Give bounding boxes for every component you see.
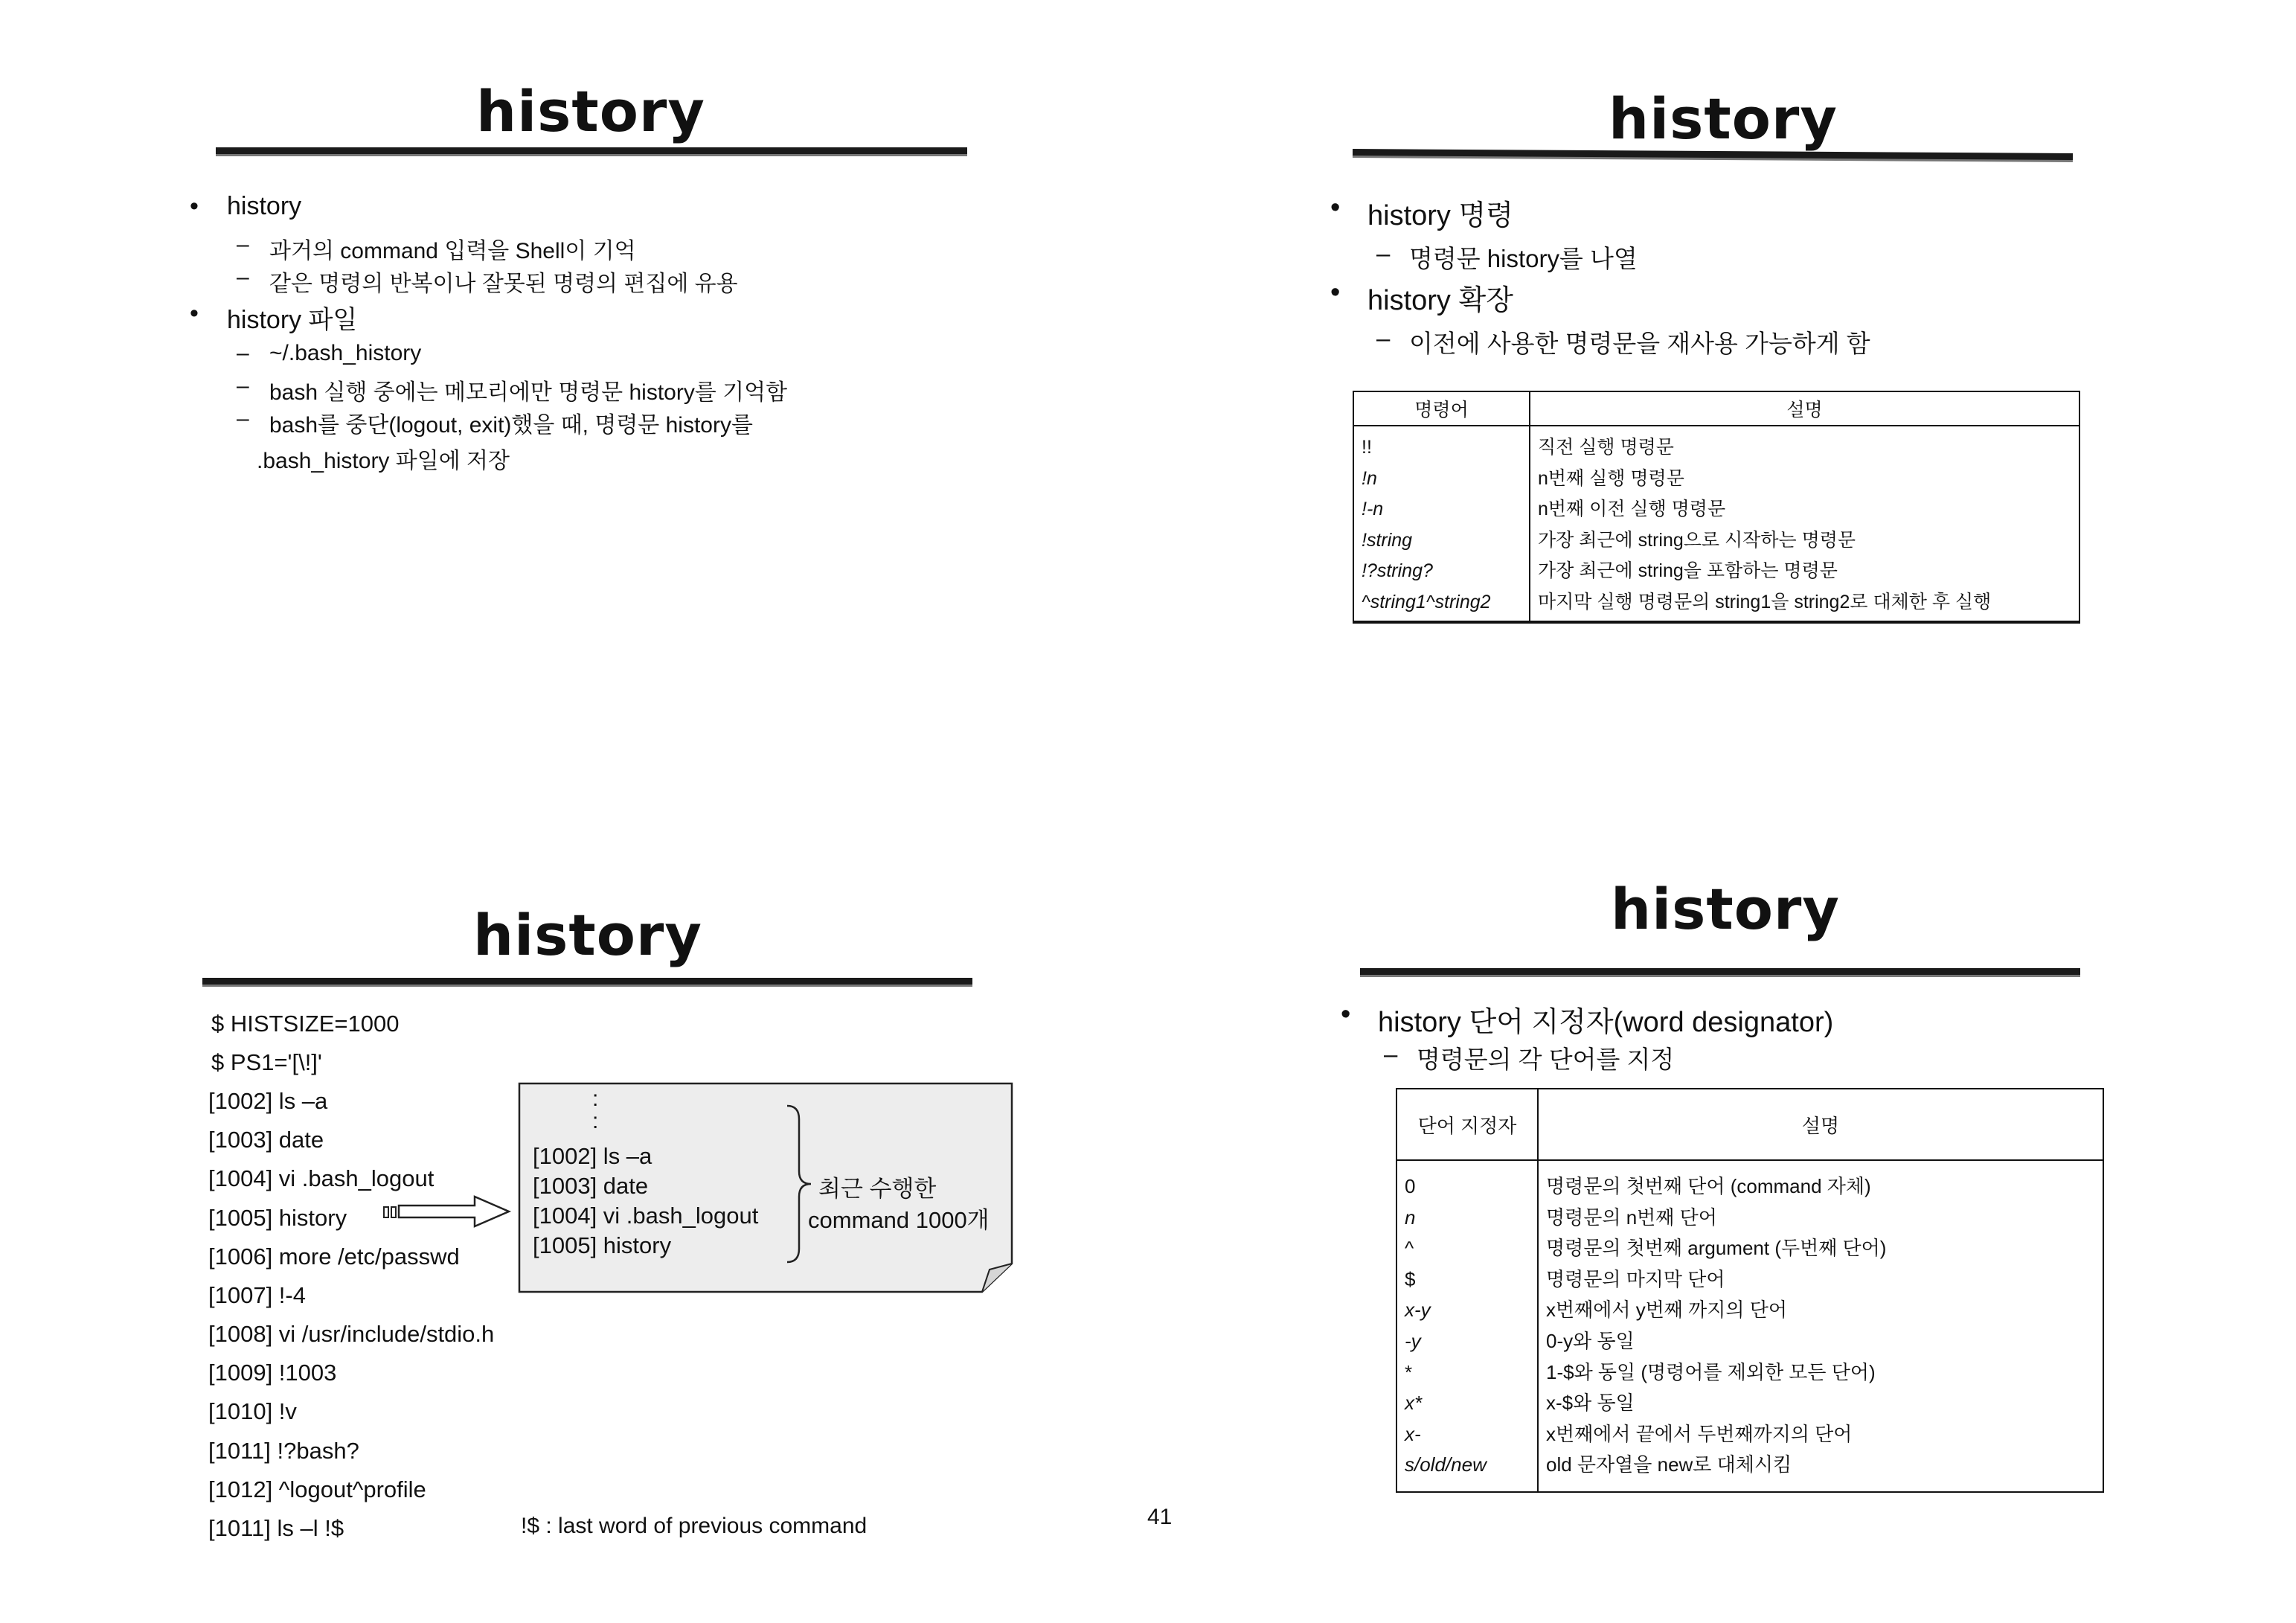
slide1-bullet-2 bbox=[190, 299, 358, 336]
sub-text: bash 실행 중에는 메모리에만 명령문 history를 기억함 bbox=[269, 380, 788, 405]
bullet-text: history 확장 bbox=[1367, 285, 1513, 316]
slide1-sub-1-2 bbox=[237, 265, 738, 298]
sub-text: 이전에 사용한 명령문을 재사용 가능하게 함 bbox=[1409, 330, 1870, 357]
callout-dot: : bbox=[592, 1086, 599, 1111]
desc-cell: 마지막 실행 명령문의 string1을 string2로 대체한 후 실행 bbox=[1538, 591, 1992, 612]
table-row bbox=[1353, 426, 2079, 621]
slide1-sub-2-3 bbox=[237, 406, 753, 439]
desc-cell: old 문자열을 new로 대체시킴 bbox=[1546, 1453, 1792, 1476]
bullet-text: history 파일 bbox=[227, 306, 358, 334]
dash: – bbox=[237, 265, 249, 289]
desc-cell: 0-y와 동일 bbox=[1546, 1329, 1635, 1352]
slide1-title-rule bbox=[216, 147, 967, 154]
cmd-line: [1005] history bbox=[208, 1205, 347, 1231]
desc-cell: 명령문의 첫번째 argument (두번째 단어) bbox=[1546, 1237, 1887, 1260]
desc-cell: 직전 실행 명령문 bbox=[1538, 437, 1674, 458]
cmd-line: [1010] !v bbox=[208, 1398, 297, 1424]
sub-text: 명령문의 각 단어를 지정 bbox=[1417, 1046, 1675, 1073]
designator-cell: 0 bbox=[1405, 1175, 1416, 1197]
command-cell: !! bbox=[1362, 437, 1372, 458]
sub-text: bash를 중단(logout, exit)했을 때, 명령문 history를 bbox=[269, 413, 753, 438]
sub-text: ~/.bash_history bbox=[269, 341, 422, 365]
dash: – bbox=[237, 341, 249, 365]
cmd-line: [1011] ls –l !$ bbox=[208, 1515, 344, 1541]
bullet-dot: • bbox=[190, 192, 199, 220]
designator-cell: -y bbox=[1405, 1329, 1421, 1352]
cmd-line: [1002] ls –a bbox=[208, 1088, 328, 1114]
designator-cell: s/old/new bbox=[1405, 1453, 1487, 1476]
slide2-sub-1 bbox=[1376, 240, 1638, 275]
command-cell: !string bbox=[1362, 529, 1413, 551]
desc-cell: 가장 최근에 string으로 시작하는 명령문 bbox=[1538, 529, 1856, 551]
cmd-line: [1003] date bbox=[208, 1127, 324, 1153]
slide4-title: history bbox=[1611, 876, 1840, 942]
table-row bbox=[1396, 1160, 2103, 1492]
callout-note: 최근 수행한 bbox=[818, 1176, 937, 1202]
callout-note: command 1000개 bbox=[808, 1207, 990, 1233]
designator-cell: x- bbox=[1405, 1422, 1421, 1445]
table-header-cell: 설명 bbox=[1530, 391, 2079, 426]
callout-line: [1005] history bbox=[533, 1232, 672, 1258]
bullet-text: history 명령 bbox=[1367, 200, 1513, 231]
slide4-designator-table bbox=[1396, 1088, 2104, 1493]
slide2-title: history bbox=[1609, 86, 1838, 152]
slide3-title: history bbox=[473, 902, 702, 968]
desc-cell: x번째에서 끝에서 두번째까지의 단어 bbox=[1546, 1422, 1853, 1445]
arrow-right-icon bbox=[381, 1194, 515, 1229]
slide2-sub-2 bbox=[1376, 324, 1870, 359]
slide2-title-rule bbox=[1353, 149, 2073, 160]
desc-cell: 가장 최근에 string을 포함하는 명령문 bbox=[1538, 560, 1838, 581]
table-cell bbox=[1538, 1160, 2103, 1492]
designator-cell: $ bbox=[1405, 1267, 1416, 1290]
slide1-title: history bbox=[476, 78, 705, 144]
table-header-cell: 명령어 bbox=[1353, 391, 1530, 426]
table-cell bbox=[1530, 426, 2079, 621]
command-cell: ^string1^string2 bbox=[1362, 591, 1491, 612]
dash: – bbox=[1384, 1040, 1398, 1068]
desc-cell: 1-$와 동일 (명령어를 제외한 모든 단어) bbox=[1546, 1360, 1876, 1383]
command-cell: !-n bbox=[1362, 499, 1384, 519]
cmd-line: $ PS1='[\!]' bbox=[211, 1049, 322, 1075]
callout-line: [1003] date bbox=[533, 1173, 649, 1199]
desc-cell: x-$와 동일 bbox=[1546, 1392, 1635, 1415]
designator-cell: ^ bbox=[1405, 1237, 1414, 1260]
bullet-text: history 단어 지정자(word designator) bbox=[1378, 1007, 1834, 1038]
slide3-title-rule bbox=[202, 978, 972, 985]
dash: – bbox=[1376, 324, 1391, 352]
cmd-line: [1008] vi /usr/include/stdio.h bbox=[208, 1321, 495, 1347]
slide4-sub-1 bbox=[1384, 1040, 1675, 1075]
callout-line: [1002] ls –a bbox=[533, 1143, 652, 1169]
slide4-title-rule bbox=[1360, 968, 2080, 975]
slide2-bullet-2 bbox=[1330, 277, 1513, 318]
sub-text: 과거의 command 입력을 Shell이 기억 bbox=[269, 239, 636, 263]
slide1-sub-2-1 bbox=[237, 341, 422, 366]
table-header-row bbox=[1396, 1089, 2103, 1160]
desc-cell: 명령문의 마지막 단어 bbox=[1546, 1267, 1725, 1290]
designator-cell: x* bbox=[1405, 1392, 1423, 1415]
table-header-row bbox=[1353, 391, 2079, 426]
command-cell: !n bbox=[1362, 467, 1377, 489]
cmd-line: $ HISTSIZE=1000 bbox=[211, 1011, 400, 1037]
bullet-dot: • bbox=[1341, 999, 1351, 1030]
designator-cell: x-y bbox=[1405, 1299, 1431, 1322]
bullet-dot: • bbox=[190, 299, 199, 327]
callout-dot: : bbox=[592, 1109, 599, 1133]
bullet-dot: • bbox=[1330, 277, 1341, 308]
slide3-callout bbox=[518, 1082, 1013, 1293]
bullet-text: history bbox=[227, 192, 302, 220]
table-bottom bbox=[1353, 621, 2079, 623]
table-header-cell: 설명 bbox=[1538, 1089, 2103, 1160]
sub-text: 명령문 history를 나열 bbox=[1409, 245, 1638, 272]
desc-cell: 명령문의 첫번째 단어 (command 자체) bbox=[1546, 1175, 1871, 1197]
cmd-line: [1006] more /etc/passwd bbox=[208, 1243, 460, 1270]
page-number: 41 bbox=[1147, 1505, 1173, 1529]
dash: – bbox=[237, 406, 249, 431]
desc-cell: 명령문의 n번째 단어 bbox=[1546, 1206, 1717, 1229]
slide4-bullet-1 bbox=[1341, 999, 1834, 1040]
slide1-sub-2-2 bbox=[237, 374, 788, 406]
cmd-line: [1011] !?bash? bbox=[208, 1438, 359, 1464]
slide1-bullet-1 bbox=[190, 192, 302, 221]
callout-line: [1004] vi .bash_logout bbox=[533, 1203, 759, 1229]
dash: – bbox=[237, 232, 249, 257]
slide2-bullet-1 bbox=[1330, 192, 1513, 233]
desc-cell: x번째에서 y번째 까지의 단어 bbox=[1546, 1299, 1787, 1322]
slide2-history-table bbox=[1353, 391, 2080, 624]
command-cell: !?string? bbox=[1362, 560, 1433, 581]
sub-text: 같은 명령의 반복이나 잘못된 명령의 편집에 유용 bbox=[269, 272, 738, 296]
table-cell bbox=[1396, 1160, 1538, 1492]
bullet-dot: • bbox=[1330, 192, 1341, 223]
designator-cell: * bbox=[1405, 1360, 1413, 1383]
table-header-cell: 단어 지정자 bbox=[1396, 1089, 1538, 1160]
dash: – bbox=[237, 374, 249, 398]
desc-cell: n번째 이전 실행 명령문 bbox=[1538, 499, 1726, 519]
desc-cell: n번째 실행 명령문 bbox=[1538, 467, 1684, 489]
cmd-line: [1009] !1003 bbox=[208, 1360, 337, 1386]
slide1-sub-1-1 bbox=[237, 232, 636, 265]
slide1-continuation: .bash_history 파일에 저장 bbox=[257, 449, 510, 473]
dash: – bbox=[1376, 240, 1391, 267]
table-cell bbox=[1353, 426, 1530, 621]
cmd-line: [1012] ^logout^profile bbox=[208, 1476, 426, 1502]
cmd-line: [1004] vi .bash_logout bbox=[208, 1165, 434, 1191]
slide3-footnote: !$ : last word of previous command bbox=[521, 1514, 868, 1538]
designator-cell: n bbox=[1405, 1206, 1416, 1229]
brace-icon bbox=[784, 1104, 814, 1264]
cmd-line: [1007] !-4 bbox=[208, 1282, 306, 1308]
